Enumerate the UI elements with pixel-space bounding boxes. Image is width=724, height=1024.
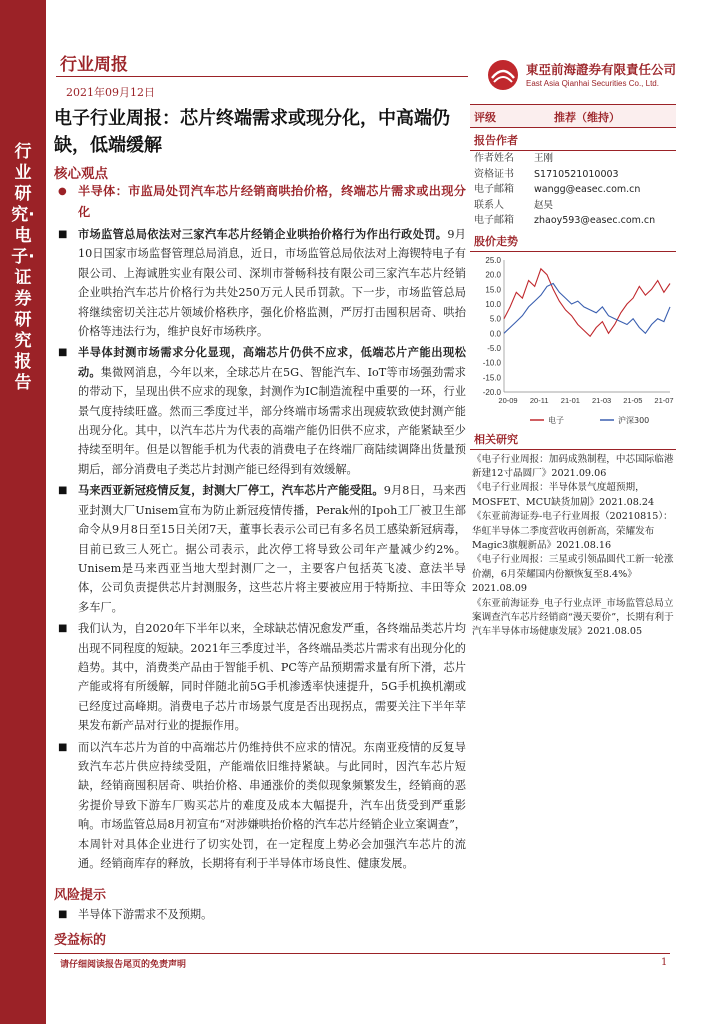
related-item[interactable]: 《电子行业周报：半导体景气度超预期，MOSFET、MCU缺货加剧》2021.08.24 [472, 482, 655, 508]
related-item[interactable]: 《电子行业周报：三星或引领晶圆代工新一轮涨价潮，6月荣耀国内份额恢复至8.4%》2021.08.09 [472, 554, 674, 595]
x-tick-label: 20-09 [498, 395, 518, 405]
y-tick-label: 10.0 [485, 299, 501, 309]
legend-label: 沪深300 [618, 415, 650, 425]
bullet-icon: ● [58, 186, 67, 197]
y-tick-label: -15.0 [482, 372, 501, 382]
page-number: 1 [661, 957, 668, 968]
bullet-icon: ■ [58, 741, 68, 753]
sidebar-label: 行业研究·电子·证券研究报告 [11, 142, 35, 393]
y-tick-label: 15.0 [485, 284, 501, 294]
authors-heading: 报告作者 [470, 128, 676, 151]
y-tick-label: 25.0 [485, 255, 501, 265]
chart-svg [470, 252, 676, 427]
bullet-icon: ■ [58, 623, 68, 635]
author-row: 资格证书 S1710521010003 [474, 168, 619, 180]
author-row: 联系人 赵昊 [474, 199, 554, 211]
core-points-heading: 核心观点 [54, 166, 108, 182]
bullet-lead: 市场监管总局依法对三家汽车芯片经销企业哄抬价格行为作出行政处罚。 [78, 228, 448, 241]
logo-emblem-icon [486, 58, 520, 92]
bullet-icon: ■ [58, 229, 68, 240]
footer-disclaimer[interactable]: 请仔细阅读报告尾页的免责声明 [60, 960, 187, 970]
footer-divider [54, 953, 670, 954]
rating-label: 评级 [474, 111, 496, 124]
core-points-list [54, 181, 466, 873]
x-tick-label: 20-11 [529, 395, 549, 405]
company-name-en: East Asia Qianhai Securities Co., Ltd. [526, 79, 659, 88]
bullet-item: ■ 市场监管总局依法对三家汽车芯片经销企业哄抬价格行为作出行政处罚。9月10日国家市场监督管理总局消息，近日，市场监管总局依法对上海锲特电子有限公司、上海诚胜实业有限公司、深圳市誉畅科技有限公司三家汽车芯片经销企业哄抬汽车芯片价格行为共处250万元人民币罚款。下一步，市场监管总局将继续密切关注芯片领域价格秩序，强化价格监测，严厉打击囤积居奇、哄抬价格等违法行为，维护良好市场秩序。 [54, 225, 466, 341]
rating-value: 推荐（维持） [554, 111, 620, 124]
bullet-icon: ■ [58, 909, 68, 920]
related-item[interactable]: 《东亚前海证券-电子行业周报（20210815）：华虹半导体二季度营收再创新高，荣耀发布Magic3旗舰新品》2021.08.16 [472, 511, 673, 551]
sidebar-band [0, 0, 46, 1024]
author-row: 电子邮箱 wangg@easec.com.cn [474, 184, 641, 195]
report-title: 电子行业周报：芯片终端需求或现分化，中高端仍缺，低端缓解 [54, 108, 450, 156]
bullet-item: ■ 我们认为，自2020年下半年以来，全球缺芯情况愈发严重，各终端品类芯片均出现不同程度的短缺。2021年三季度过半，各终端品类芯片需求有出现分化的趋势。其中，消费类产品由于智能手机、PC等产品预期需求量有所下滑，芯片产能或将有所缓解，同时伴随北前5G手机渗透率快速提升，5G手机换机潮或已经度过高峰期。消费电子芯片市场景气度是否出现拐点，需要关注下半年苹果发布新产品对行业的提振作用。 [54, 619, 466, 735]
related-heading: 相关研究 [470, 427, 676, 450]
right-column [470, 104, 676, 640]
price-trend-heading: 股价走势 [470, 229, 676, 252]
report-date: 2021年09月12日 [66, 86, 155, 99]
y-tick-label: -5.0 [487, 343, 501, 353]
benefit-heading: 受益标的 [54, 933, 107, 948]
bullet-item: ■ 马来西亚新冠疫情反复，封测大厂停工，汽车芯片产能受阻。9月8日，马来西亚封测大厂Unisem宣布为防止新冠疫情传播，Perak州的Ipoh工厂被卫生部命令从9月8日至15日关闭7天，董事长表示公司已有多名员工感染新冠病毒，目前已致三人死亡。据公司表示，此次停工将导致公司年产量减少约2%。Unisem是马来西亚当地大型封测厂之一，主要客户包括英飞凌、意法半导体，公司负责提供芯片封测服务，这些芯片将主要被应用于特斯拉、丰田等众多车厂。 [54, 481, 466, 617]
y-tick-label: 0.0 [489, 328, 501, 338]
company-logo [486, 58, 696, 94]
series-line [504, 268, 670, 336]
y-tick-label: -20.0 [482, 387, 501, 397]
risk-list [54, 905, 466, 924]
rating-row [470, 104, 676, 128]
legend-label: 电子 [548, 415, 564, 425]
bullet-item: ● 半导体：市监局处罚汽车芯片经销商哄抬价格，终端芯片需求或出现分化 [54, 181, 466, 223]
report-type: 行业周报 [60, 55, 128, 75]
bullet-lead: 半导体封测市场需求分化显现，高端芯片仍供不应求，低端芯片产能出现松动。 [78, 346, 466, 379]
x-tick-label: 21-07 [654, 395, 674, 405]
price-trend-chart [470, 252, 676, 427]
author-row: 作者姓名 王刚 [474, 153, 554, 164]
related-item[interactable]: 《东亚前海证券_电子行业点评_市场监管总局立案调查汽车芯片经销商“漫天要价”，长期有利于汽车半导体市场健康发展》2021.08.05 [472, 597, 674, 638]
risk-heading: 风险提示 [54, 888, 107, 903]
bullet-lead: 马来西亚新冠疫情反复，封测大厂停工，汽车芯片产能受阻。 [78, 484, 384, 498]
related-item[interactable]: 《电子行业周报：加码成熟制程，中芯国际临港新建12寸晶圆厂》2021.09.06 [472, 453, 674, 479]
bullet-icon: ■ [58, 347, 68, 359]
y-tick-label: 20.0 [485, 270, 501, 280]
x-tick-label: 21-05 [623, 395, 643, 405]
x-tick-label: 21-03 [592, 395, 612, 405]
author-row: 电子邮箱 zhaoy593@easec.com.cn [474, 215, 656, 226]
series-line [504, 283, 670, 333]
authors-table [470, 151, 676, 229]
y-tick-label: 5.0 [489, 314, 501, 324]
bullet-item: ■ 而以汽车芯片为首的中高端芯片仍维持供不应求的情况。东南亚疫情的反复导致汽车芯片供应持续受阻，产能端依旧维持紧缺。与此同时，因汽车芯片短缺，经销商囤积居奇、哄抬价格、串通涨价的类似现象频繁发生，经销商的恶劣提价导致下游车厂购买芯片的难度及成本大幅提升，汽车出货受到严重影响。市场监管总局8月初宣布“对涉嫌哄抬价格的汽车芯片经销企业立案调查”，本周针对具体企业进行了切实处罚，在一定程度上势必会加强汽车芯片的流通。经销商库存的释放，长期将有利于半导体市场良性、健康发展。 [54, 738, 466, 874]
company-name-cn: 東亞前海證券有限責任公司 [526, 62, 677, 77]
x-tick-label: 21-01 [560, 395, 580, 405]
bullet-icon: ■ [58, 485, 68, 497]
risk-item: ■ 半导体下游需求不及预期。 [54, 905, 466, 924]
header-divider [56, 76, 468, 77]
bullet-item: ■ 半导体封测市场需求分化显现，高端芯片仍供不应求，低端芯片产能出现松动。集微网消息，今年以来，全球芯片在5G、智能汽车、IoT等市场强劲需求的带动下，呈现出供不应求的现象，封测作为IC制造流程中重要的一环，行业景气度持续旺盛。然而三季度过半，部分终端市场需求出现疲软致使封测产能出现分化。其中，以汽车芯片为代表的高端产能仍旧供不应求，产能紧缺至少持续至明年。但是以智能手机为代表的消费电子在终端厂商陆续调降出货量预期后，部分消费电子类芯片封测产能已经得到有效缓解。 [54, 343, 466, 479]
related-list [470, 450, 676, 640]
y-tick-label: -10.0 [482, 358, 501, 368]
